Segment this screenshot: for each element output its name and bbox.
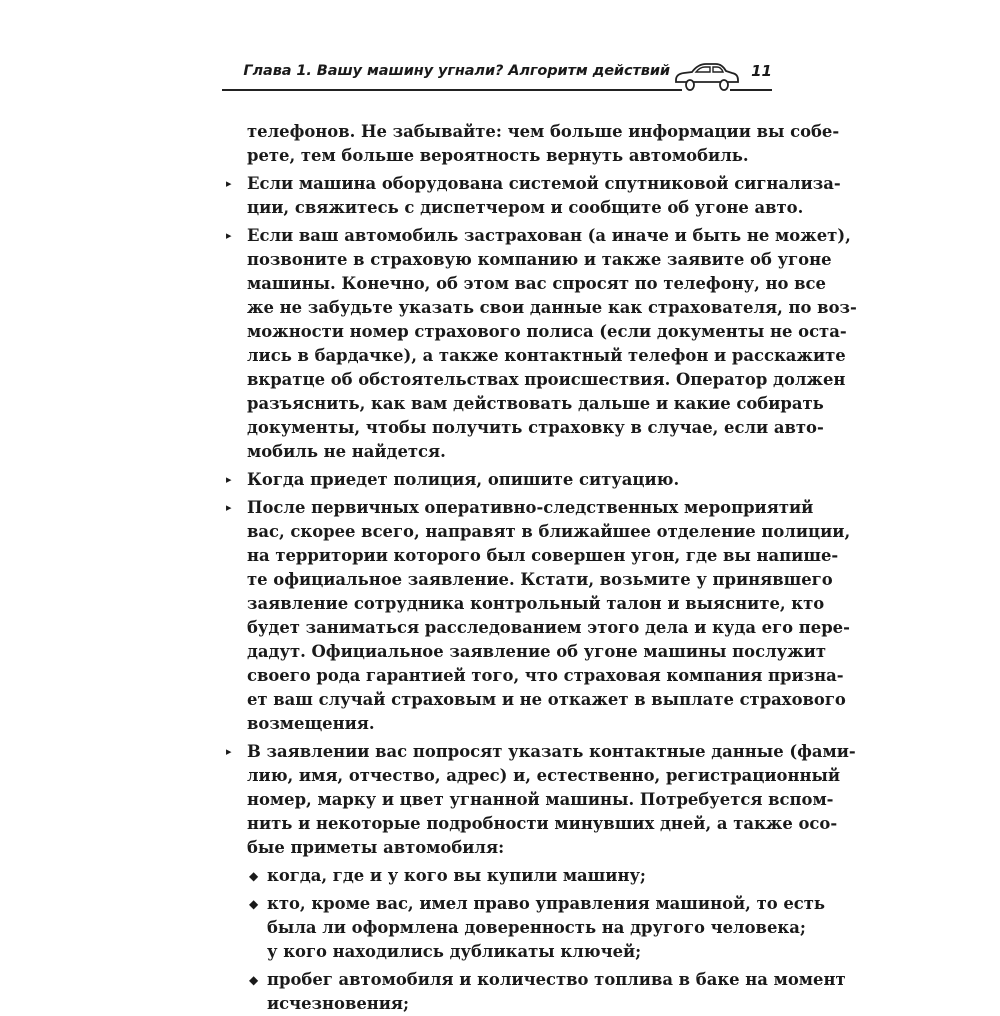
text-line: кто, кроме вас, имел право управления машиной, то есть: [267, 894, 826, 913]
text-line: вас, скорее всего, направят в ближайшее отделение полиции,: [247, 522, 851, 541]
list-item: [226, 468, 771, 492]
text-line: ции, свяжитесь с диспетчером и сообщите об угоне авто.: [247, 198, 804, 217]
list-item: [226, 172, 841, 196]
bullet-icon: ▸: [226, 501, 232, 514]
sub-list-item: [249, 864, 771, 888]
text-line: ет ваш случай страховым и не откажет в выплате страхового: [247, 690, 846, 709]
text-line: возмещения.: [247, 714, 375, 733]
text-line: будет заниматься расследованием этого дела и куда его пере-: [247, 618, 850, 637]
text-line: разъяснить, как вам действовать дальше и какие собирать: [247, 394, 824, 413]
text-line: у кого находились дубликаты ключей;: [267, 942, 642, 961]
page-body: [226, 120, 857, 1016]
sub-list-item: [249, 892, 826, 916]
sub-list-item: [249, 968, 846, 992]
page-number: 11: [751, 62, 772, 80]
diamond-bullet-icon: ◆: [249, 973, 259, 987]
text-line: была ли оформлена доверенность на другого человека;: [267, 918, 806, 937]
header-rule: [222, 89, 682, 91]
text-line: бые приметы автомобиля:: [247, 838, 505, 857]
text-line: нить и некоторые подробности минувших дней, а также осо-: [247, 814, 838, 833]
text-line: позвоните в страховую компанию и также заявите об угоне: [247, 250, 832, 269]
header-rule-right: [730, 89, 772, 91]
text-line: документы, чтобы получить страховку в случае, если авто-: [247, 418, 824, 437]
text-line: Если машина оборудована системой спутниковой сигнализа-: [247, 174, 841, 193]
text-line: Когда приедет полиция, опишите ситуацию.: [247, 470, 680, 489]
text-line: Если ваш автомобиль застрахован (а иначе и быть не может),: [247, 226, 851, 245]
text-line: В заявлении вас попросят указать контактные данные (фами-: [247, 742, 856, 761]
text-line: на территории которого был совершен угон, где вы напише-: [247, 546, 839, 565]
text-line: После первичных оперативно-следственных мероприятий: [247, 498, 814, 517]
text-line: лию, имя, отчество, адрес) и, естественно, регистрационный: [247, 766, 841, 785]
text-line: дадут. Официальное заявление об угоне машины послужит: [247, 642, 826, 661]
list-item: [226, 496, 814, 520]
text-line: машины. Конечно, об этом вас спросят по телефону, но все: [247, 274, 826, 293]
text-line: можности номер страхового полиса (если документы не оста-: [247, 322, 847, 341]
text-line: те официальное заявление. Кстати, возьмите у принявшего: [247, 570, 833, 589]
text-line: мобиль не найдется.: [247, 442, 446, 461]
bullet-icon: ▸: [226, 177, 232, 190]
text-line: же не забудьте указать свои данные как страхователя, по воз-: [247, 298, 857, 317]
text-line: вкратце об обстоятельствах происшествия. Оператор должен: [247, 370, 846, 389]
running-header: [222, 56, 772, 96]
list-item: [226, 740, 856, 764]
list-item: [226, 224, 851, 248]
bullet-icon: ▸: [226, 229, 232, 242]
chapter-title: Глава 1. Вашу машину угнали? Алгоритм действий: [243, 63, 670, 79]
diamond-bullet-icon: ◆: [249, 869, 259, 883]
text-line: пробег автомобиля и количество топлива в баке на момент: [267, 970, 846, 989]
diamond-bullet-icon: ◆: [249, 897, 259, 911]
text-line: своего рода гарантией того, что страховая компания призна-: [247, 666, 844, 685]
bullet-icon: ▸: [226, 745, 232, 758]
text-line: рете, тем больше вероятность вернуть автомобиль.: [247, 146, 749, 165]
text-line: когда, где и у кого вы купили машину;: [267, 866, 646, 885]
bullet-icon: ▸: [226, 473, 232, 486]
text-line: исчезновения;: [267, 994, 410, 1013]
car-icon: [672, 60, 742, 92]
text-line: заявление сотрудника контрольный талон и выясните, кто: [247, 594, 825, 613]
text-line: номер, марку и цвет угнанной машины. Потребуется вспом-: [247, 790, 834, 809]
text-line: лись в бардачке), а также контактный телефон и расскажите: [247, 346, 846, 365]
text-line: телефонов. Не забывайте: чем больше информации вы собе-: [247, 122, 840, 141]
